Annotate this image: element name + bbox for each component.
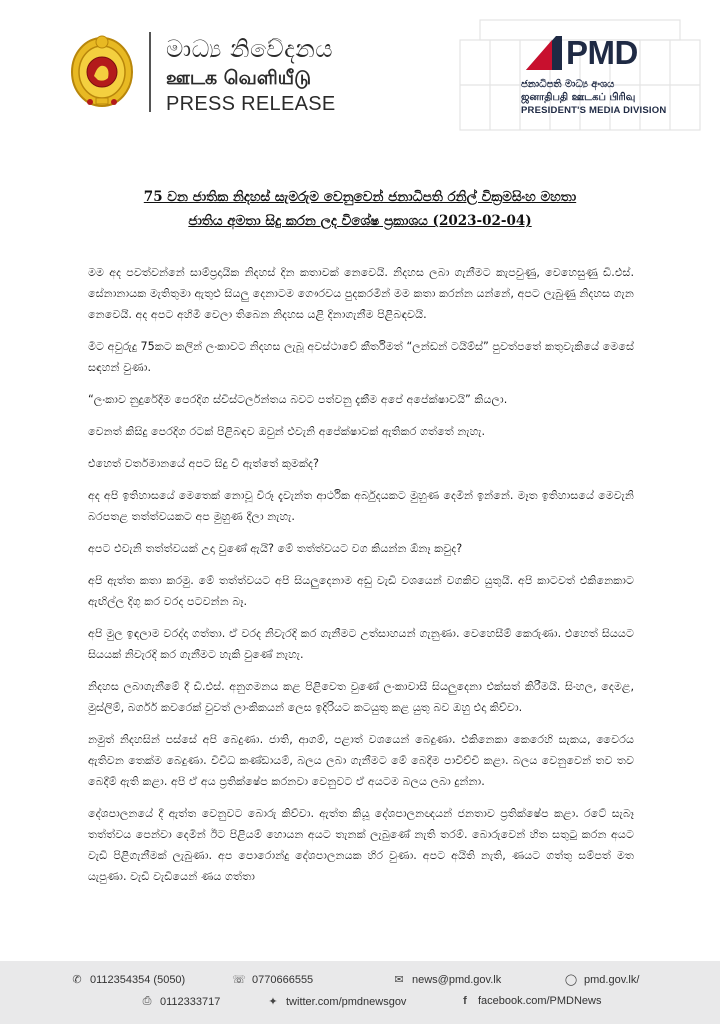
mobile-contact[interactable] — [232, 973, 313, 986]
mobile-icon: ☏ — [232, 974, 246, 986]
paragraph: නිදහස ලබාගැනීමේ දී ඩී.එස්. අනුගමනය කළ පිළිවෙත වුණේ ලංකාවාසී සියලුදෙනා එක්සත් කිරීමයි. සිංහල, දෙමළ, මුස්ලිම්, බර්ගර් කවරෙක් වුවත් ලාංකිකයන් ලෙස ඉදිරියට කටයුතු කළ යුතු බව ඔහු එදා කිව්වා. — [88, 680, 634, 714]
twitter-icon: ✦ — [268, 996, 278, 1008]
header-divider — [149, 32, 151, 112]
paragraph: අපි මුල ඉඳලාම වරද්දා ගත්තා. ඒ වරද නිවැරදි කර ගැනීමට උත්සාහයන් ගැනුණා. වෙහෙසීම් කෙරුණා. එහෙත් සියයට සියයක් නිවැරදි කර ගැනීමට හැකි වුණේ නැහැ. — [88, 627, 634, 661]
paragraph: මම අද පවත්වන්නේ සාම්ප්‍රදායික නිදහස් දින කතාවක් නෙවෙයි. නිදහස ලබා ගැනීමට කැපවුණු, වෙහෙසුණු ඩී.එස්. සේනානායක මැතිතුමා ඇතුළු සියලු දෙනාටම ගෞරවය පුදකරමින් මම කතා කරන්න යන්නේ, අපට ලැබුණු නිදහස ගැන නෙවෙයි. අද අපට අහිමි වෙලා තිබෙන නිදහස යළි දිනාගැනීම පිළිබඳවයි. — [88, 266, 634, 321]
envelope-icon: ✉ — [394, 974, 404, 986]
title-tamil: ஊடக வெளியீடு — [166, 67, 312, 89]
phone-contact[interactable] — [70, 973, 185, 986]
pmd-tamil: ஜனாதிபதி ஊடகப் பிரிவு — [521, 92, 636, 103]
contact-footer — [0, 961, 720, 1024]
paragraph: මීට අවුරුදු 75කට කලින් ලංකාවට නිදහස ලැබූ අවස්ථාවේ කීර්තිමත් “ලන්ඩන් ටයිම්ස්” පුවත්පතේ කතුවැකියේ මෙසේ සඳහන් වුණා. — [88, 340, 634, 374]
phone-icon: ✆ — [72, 974, 82, 986]
press-release-title — [166, 34, 336, 116]
paragraph: අපට එවැනි තත්ත්වයක් උදා වුණේ ඇයි? මේ තත්ත්වයට වග කියන්න ඕනෑ කවුද? — [88, 542, 463, 555]
mobile-number: 0770666555 — [252, 973, 314, 986]
title-english: PRESS RELEASE — [166, 93, 336, 115]
website-link[interactable] — [564, 973, 639, 986]
twitter-link[interactable] — [266, 995, 406, 1008]
email-address: news@pmd.gov.lk — [412, 973, 502, 986]
fax-icon: ⎙ — [142, 995, 152, 1007]
pmd-subtitle — [521, 78, 666, 117]
headline — [90, 185, 630, 233]
paragraph: නමුත් නිදහසින් පස්සේ අපි බෙදුණා. ජාති, ආගම්, පළාත් වශයෙන් බෙදුණා. එකිනෙකා කෙරෙහි සැකය, වෛරය ඇතිවන තෙක්ම බෙදුණා. විවිධ කණ්ඩායම්, බලය ලබා ගැනීමට මේ බෙදීම පාවිච්චි කළා. බලය වෙනුවෙන් තව තව බෙදීම් ඇති කළා. අපි ඒ අය ප්‍රතික්ෂේප කරනවා වෙනුවට ඒ අයටම බලය ලබා දුන්නා. — [88, 733, 634, 788]
headline-line-1: 75 වන ජාතික නිදහස් සැමරුම වෙනුවෙන් ජනාධිපති රනිල් වික්‍රමසිංහ මහතා — [143, 189, 577, 205]
fax-contact[interactable] — [140, 995, 220, 1008]
paragraph: වෙනත් කිසිදු පෙරදිග රටක් පිළිබඳව ඔවුන් එවැනි අපේක්ෂාවක් ඇතිකර ගත්තේ නැහැ. — [88, 425, 486, 438]
sri-lanka-emblem-icon — [70, 32, 134, 108]
email-contact[interactable] — [392, 973, 501, 986]
globe-icon: ◯ — [564, 974, 578, 986]
phone-number: 0112354354 (5050) — [90, 973, 186, 986]
paragraph: දේශපාලනයේ දී ඇත්ත වෙනුවට බොරු කිව්වා. ඇත්ත කියූ දේශපාලනඥයන් ජනතාව ප්‍රතික්ෂේප කළා. රටේ සැබෑ තත්ත්වය පෙන්වා දෙමින් ඊට පිළියම් හොයන අයට තැනක් ලැබුණේ නැති තරම්. බොරුවෙන් හිත සතුටු කරන අයට වැඩි පිළිගැනීමක් ලැබුණා. අප පොරොන්දු දේශපාලනයක හිර වුණා. අපට අයිති නැති, ණයට ගත්තු සම්පත් මත යැපුණා. වැඩි වැඩියෙන් ණය ගත්තා — [88, 807, 634, 883]
paragraph: “ලංකාව නුදුරේදීම පෙරදිග ස්විස්ටර්ලන්තය බවට පත්වනු දැකීම අපේ අපේක්ෂාවයි” කියලා. — [88, 393, 508, 406]
pmd-brand: PMD — [566, 34, 638, 71]
article-body — [88, 262, 634, 898]
paragraph: අද අපි ඉතිහාසයේ මෙතෙක් නොවූ විරූ දැවැන්ත ආර්ථික අර්බුදයකට මුහුණ දෙමින් ඉන්නේ. මෑත ඉතිහාසයේ මෙවැනි බරපතළ තත්ත්වයකට අප මුහුණ දීලා නැහැ. — [88, 489, 634, 523]
twitter-handle: twitter.com/pmdnewsgov — [286, 995, 407, 1008]
facebook-page: facebook.com/PMDNews — [478, 995, 602, 1007]
pmd-sinhala: ජනාධිපති මාධ්‍ය අංශය — [521, 79, 615, 90]
paragraph: අපි ඇත්ත කතා කරමු. මේ තත්ත්වයට අපි සියලුදෙනාම අඩු වැඩි වශයෙන් වගකිව යුතුයි. අපි කාටවත් එකිනෙකාට ඇඟිල්ල දිගු කර වරද පටවන්න බෑ. — [88, 574, 634, 608]
pmd-english: PRESIDENT'S MEDIA DIVISION — [521, 105, 667, 116]
facebook-icon: f — [463, 995, 467, 1007]
paragraph: එහෙත් වර්තමානයේ අපට සිදු වී ඇත්තේ කුමක්ද? — [88, 457, 319, 470]
fax-number: 0112333717 — [160, 995, 221, 1008]
pmd-mark-icon — [526, 36, 562, 70]
page-header — [0, 0, 720, 140]
title-sinhala: මාධ්‍ය නිවේදනය — [166, 35, 333, 63]
website-url: pmd.gov.lk/ — [584, 973, 640, 986]
facebook-link[interactable] — [458, 995, 602, 1007]
headline-line-2: ජාතිය අමතා සිදු කරන ලද විශේෂ ප්‍රකාශය (2023-02-04) — [188, 213, 532, 229]
